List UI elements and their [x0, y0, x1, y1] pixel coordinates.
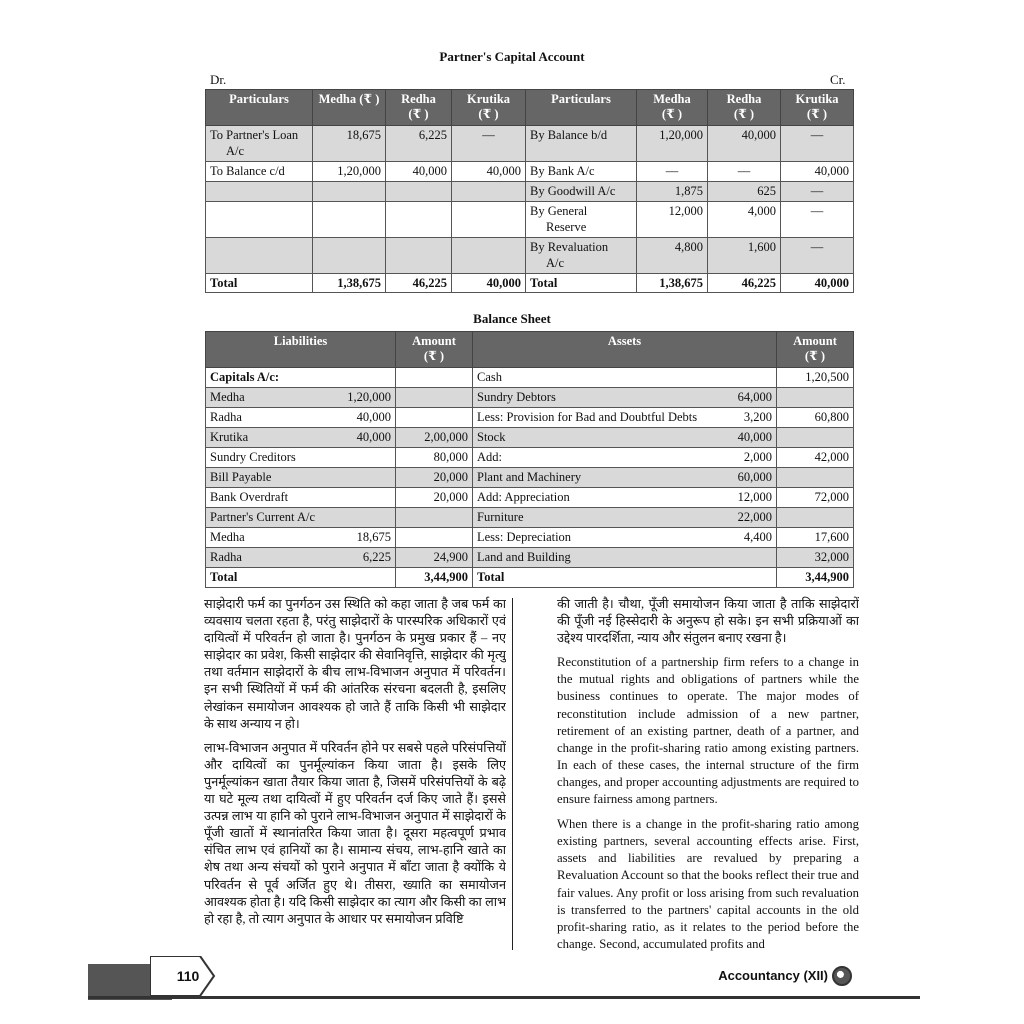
balance-total-label-2: Total	[473, 568, 777, 588]
balance-row	[206, 548, 854, 568]
capital-header-0: Particulars	[206, 90, 313, 126]
capital-debit-krutika	[452, 182, 526, 202]
asset-item-value: 60,000	[737, 470, 772, 484]
asset-amount	[777, 468, 854, 488]
capital-debit-medha	[313, 238, 386, 274]
liability-item-text: Bank Overdraft	[210, 490, 289, 504]
capital-debit-redha	[386, 202, 452, 238]
asset-item-inner	[477, 469, 772, 485]
capital-row	[206, 126, 854, 162]
capital-credit-particular: By Bank A/c	[526, 162, 637, 182]
capital-credit-medha: 4,800	[637, 238, 708, 274]
liability-item-inner	[210, 509, 391, 525]
capital-total-krutika: 40,000	[452, 274, 526, 293]
balance-total-row	[206, 568, 854, 588]
capital-debit-redha: 40,000	[386, 162, 452, 182]
liability-item	[206, 528, 396, 548]
asset-item	[473, 388, 777, 408]
asset-amount	[777, 508, 854, 528]
liability-amount	[396, 408, 473, 428]
capital-total-redha: 46,225	[386, 274, 452, 293]
asset-item-text: Land and Building	[477, 550, 571, 564]
capital-debit-krutika	[452, 238, 526, 274]
asset-item-inner	[477, 529, 772, 545]
english-paragraph-1: Reconstitution of a partnership firm refers to a change in the mutual rights and obligations of partners while the business continues to operate. The major modes of reconstitution include admission of a new partner, retirement of an existing partner, death of a partner, and change in the profit-sharing ratio among existing partners. In each of these cases, the internal structure of the firm changes, and proper accounting adjustments are required to ensure fairness among partners.	[557, 655, 859, 807]
capital-credit-redha: 40,000	[708, 126, 781, 162]
liability-amount: 80,000	[396, 448, 473, 468]
asset-item	[473, 548, 777, 568]
balance-row	[206, 508, 854, 528]
capital-credit-krutika: 40,000	[781, 162, 854, 182]
capital-header-2: Redha (₹ )	[386, 90, 452, 126]
asset-item-text: Add: Appreciation	[477, 490, 570, 504]
capital-debit-krutika: 40,000	[452, 162, 526, 182]
asset-amount: 72,000	[777, 488, 854, 508]
liability-item-inner	[210, 409, 391, 425]
asset-item-value: 2,000	[743, 450, 772, 464]
asset-item	[473, 408, 777, 428]
balance-header-0: Liabilities	[206, 332, 396, 368]
asset-item-text: Furniture	[477, 510, 524, 524]
asset-amount	[777, 388, 854, 408]
capital-credit-particular: By Revaluation A/c	[526, 238, 637, 274]
capital-row	[206, 238, 854, 274]
liability-item-text: Medha	[210, 530, 245, 544]
capital-row	[206, 162, 854, 182]
capital-header-6: Redha (₹ )	[708, 90, 781, 126]
balance-row	[206, 448, 854, 468]
liability-item-inner	[210, 449, 391, 465]
liability-item-inner	[210, 489, 391, 505]
asset-item-text: Plant and Machinery	[477, 470, 582, 484]
balance-row	[206, 528, 854, 548]
balance-total-assets: 3,44,900	[777, 568, 854, 588]
asset-item	[473, 368, 777, 388]
liability-item	[206, 548, 396, 568]
asset-amount: 1,20,500	[777, 368, 854, 388]
asset-item-value: 4,400	[743, 530, 772, 544]
capital-debit-medha: 18,675	[313, 126, 386, 162]
liability-item-text: Radha	[210, 550, 242, 564]
capital-credit-krutika: —	[781, 202, 854, 238]
capital-debit-redha	[386, 182, 452, 202]
balance-row	[206, 468, 854, 488]
asset-item-value: 22,000	[737, 510, 772, 524]
capital-row	[206, 202, 854, 238]
asset-item-text: Less: Depreciation	[477, 530, 572, 544]
asset-item-value: 64,000	[737, 390, 772, 404]
capital-debit-particular	[206, 182, 313, 202]
capital-row	[206, 182, 854, 202]
liability-item-inner	[210, 529, 391, 545]
balance-row	[206, 488, 854, 508]
asset-amount: 17,600	[777, 528, 854, 548]
capital-credit-medha: —	[637, 162, 708, 182]
capital-credit-particular: By Goodwill A/c	[526, 182, 637, 202]
balance-total-label: Total	[206, 568, 396, 588]
footer-title: Accountancy (XII)	[718, 968, 828, 983]
liability-item-text: Capitals A/c:	[210, 370, 280, 384]
capital-header-7: Krutika (₹ )	[781, 90, 854, 126]
capital-debit-medha: 1,20,000	[313, 162, 386, 182]
liability-amount: 20,000	[396, 488, 473, 508]
asset-amount: 32,000	[777, 548, 854, 568]
capital-total-redha-2: 46,225	[708, 274, 781, 293]
capital-total-label: Total	[206, 274, 313, 293]
balance-header-2: Assets	[473, 332, 777, 368]
capital-debit-medha	[313, 202, 386, 238]
asset-item	[473, 428, 777, 448]
balance-header-3: Amount (₹ )	[777, 332, 854, 368]
liability-amount: 2,00,000	[396, 428, 473, 448]
liability-item-value: 40,000	[356, 410, 391, 424]
capital-total-medha-2: 1,38,675	[637, 274, 708, 293]
balance-header-1: Amount (₹ )	[396, 332, 473, 368]
balance-total-liabilities: 3,44,900	[396, 568, 473, 588]
liability-item-text: Bill Payable	[210, 470, 272, 484]
asset-item-inner	[477, 389, 772, 405]
hindi-column	[204, 596, 506, 956]
asset-amount	[777, 428, 854, 448]
asset-item-text: Add:	[477, 450, 502, 464]
capital-debit-particular: To Balance c/d	[206, 162, 313, 182]
capital-credit-particular-cont: Reserve	[546, 220, 587, 234]
capital-total-krutika-2: 40,000	[781, 274, 854, 293]
asset-item-text: Less: Provision for Bad and Doubtful Debts	[477, 410, 698, 424]
liability-item	[206, 488, 396, 508]
balance-sheet-title: Balance Sheet	[473, 311, 551, 326]
liability-item	[206, 388, 396, 408]
column-divider	[512, 598, 513, 950]
liability-item-inner	[210, 369, 391, 385]
balance-row	[206, 428, 854, 448]
asset-item-inner	[477, 369, 772, 385]
footer-rule	[88, 996, 920, 999]
capital-header-3: Krutika (₹ )	[452, 90, 526, 126]
balance-row	[206, 408, 854, 428]
capital-credit-redha: 1,600	[708, 238, 781, 274]
capital-header-1: Medha (₹ )	[313, 90, 386, 126]
capital-header-5: Medha (₹ )	[637, 90, 708, 126]
english-paragraph-2: When there is a change in the profit-sharing ratio among existing partners, several accounting effects arise. First, assets and liabilities are revalued by preparing a Revaluation Account so that the books reflect their true and fair values. Any profit or loss arising from such revaluation is transferred to the partners' capital accounts in the old profit-sharing ratio, as it relates to the period before the change. Second, accumulated profits and	[557, 817, 859, 951]
asset-item-text: Cash	[477, 370, 502, 384]
liability-item	[206, 368, 396, 388]
capital-credit-medha: 1,875	[637, 182, 708, 202]
capital-credit-medha: 12,000	[637, 202, 708, 238]
liability-amount	[396, 388, 473, 408]
right-column	[557, 596, 859, 956]
asset-item-text: Sundry Debtors	[477, 390, 556, 404]
capital-credit-redha: 625	[708, 182, 781, 202]
liability-amount	[396, 528, 473, 548]
capital-total-row	[206, 274, 854, 293]
liability-amount: 20,000	[396, 468, 473, 488]
liability-item-value: 6,225	[362, 550, 391, 564]
capital-credit-particular: By General Reserve	[526, 202, 637, 238]
asset-item-text: Stock	[477, 430, 506, 444]
liability-item	[206, 408, 396, 428]
page-number: 110	[176, 968, 200, 984]
capital-debit-krutika	[452, 202, 526, 238]
liability-item-value: 1,20,000	[347, 390, 391, 404]
asset-item	[473, 528, 777, 548]
asset-item-value: 12,000	[737, 490, 772, 504]
liability-item-text: Krutika	[210, 430, 249, 444]
capital-credit-redha: —	[708, 162, 781, 182]
liability-item	[206, 448, 396, 468]
liability-item	[206, 508, 396, 528]
capital-credit-krutika: —	[781, 182, 854, 202]
asset-item-inner	[477, 509, 772, 525]
capital-credit-particular-cont: A/c	[546, 256, 565, 270]
asset-item-inner	[477, 409, 772, 425]
asset-item-inner	[477, 549, 772, 565]
capital-account-title: Partner's Capital Account	[439, 49, 585, 64]
asset-amount: 60,800	[777, 408, 854, 428]
asset-item-value: 3,200	[743, 410, 772, 424]
hindi-paragraph-2: लाभ-विभाजन अनुपात में परिवर्तन होने पर सबसे पहले परिसंपत्तियों और दायित्वों का पुनर्मूल्यांकन किया जाता है। इसके लिए पुनर्मूल्यांकन खाता तैयार किया जाता है, जिसमें परिसंपत्तियों के बढ़े या घटे मूल्य तथा दायित्वों में हुए परिवर्तन दर्ज किए जाते हैं। इससे उत्पन्न लाभ या हानि को पुराने लाभ-विभाजन अनुपात में साझेदारों के पूँजी खातों में स्थानांतरित किया जाता है। दूसरा महत्वपूर्ण प्रभाव संचित लाभ एवं हानियों का है। सामान्य संचय, लाभ-हानि खाते का शेष तथा अन्य संचयों को पुराने अनुपात में बाँटा जाता है क्योंकि ये परिवर्तन से पूर्व अर्जित हुए थे। तीसरा, ख्याति का समायोजन आवश्यक होता है। यदि किसी साझेदार का त्याग और किसी का लाभ हो रहा है, तो त्याग अनुपात के आधार पर समायोजन प्रविष्टि	[204, 740, 506, 926]
capital-account-table	[205, 89, 854, 293]
liability-item	[206, 428, 396, 448]
asset-item-inner	[477, 429, 772, 445]
capital-header-4: Particulars	[526, 90, 637, 126]
liability-item-inner	[210, 389, 391, 405]
capital-credit-krutika: —	[781, 238, 854, 274]
liability-item-inner	[210, 469, 391, 485]
capital-debit-redha	[386, 238, 452, 274]
asset-item	[473, 488, 777, 508]
capital-debit-medha	[313, 182, 386, 202]
asset-item	[473, 508, 777, 528]
capital-credit-particular: By Balance b/d	[526, 126, 637, 162]
asset-item	[473, 448, 777, 468]
globe-logo-icon	[832, 966, 852, 986]
hindi-paragraph-1: साझेदारी फर्म का पुनर्गठन उस स्थिति को कहा जाता है जब फर्म का व्यवसाय चलता रहता है, परंतु साझेदारों के पारस्परिक अधिकारों एवं दायित्वों में परिवर्तन हो जाता है। पुनर्गठन के प्रमुख प्रकार हैं – नए साझेदार का प्रवेश, किसी साझेदार की सेवानिवृत्ति, साझेदार की मृत्यु तथा वर्तमान साझेदारों के बीच लाभ-विभाजन अनुपात में परिवर्तन। इन सभी स्थितियों में फर्म की आंतरिक संरचना बदलती है, इसलिए लेखांकन समायोजन आवश्यक हो जाते हैं ताकि किसी भी साझेदार के साथ अन्याय न हो।	[204, 597, 506, 731]
capital-credit-redha: 4,000	[708, 202, 781, 238]
liability-item-value: 18,675	[356, 530, 391, 544]
liability-item-text: Radha	[210, 410, 242, 424]
asset-item-inner	[477, 489, 772, 505]
asset-item-value: 40,000	[737, 430, 772, 444]
liability-item-inner	[210, 429, 391, 445]
asset-item	[473, 468, 777, 488]
asset-item-inner	[477, 449, 772, 465]
liability-amount: 24,900	[396, 548, 473, 568]
liability-item-inner	[210, 549, 391, 565]
hindi-paragraph-3: की जाती है। चौथा, पूँजी समायोजन किया जाता है ताकि साझेदारों की पूँजी नई हिस्सेदारी के अनुरूप हो सके। इन सभी प्रक्रियाओं का उद्देश्य पारदर्शिता, न्याय और संतुलन बनाए रखना है।	[557, 597, 859, 646]
capital-total-medha: 1,38,675	[313, 274, 386, 293]
capital-debit-particular-cont: A/c	[226, 144, 245, 158]
balance-sheet-table	[205, 331, 854, 588]
balance-row	[206, 368, 854, 388]
capital-debit-particular: To Partner's Loan A/c	[206, 126, 313, 162]
debit-label: Dr.	[210, 72, 227, 87]
liability-item	[206, 468, 396, 488]
liability-item-value: 40,000	[356, 430, 391, 444]
capital-total-label-2: Total	[526, 274, 637, 293]
capital-debit-particular	[206, 202, 313, 238]
capital-debit-redha: 6,225	[386, 126, 452, 162]
asset-amount: 42,000	[777, 448, 854, 468]
capital-credit-medha: 1,20,000	[637, 126, 708, 162]
capital-debit-particular	[206, 238, 313, 274]
credit-label: Cr.	[830, 72, 846, 87]
capital-debit-krutika: —	[452, 126, 526, 162]
balance-row	[206, 388, 854, 408]
liability-item-text: Sundry Creditors	[210, 450, 296, 464]
liability-item-text: Medha	[210, 390, 245, 404]
liability-amount	[396, 368, 473, 388]
capital-credit-krutika: —	[781, 126, 854, 162]
liability-item-text: Partner's Current A/c	[210, 510, 316, 524]
liability-amount	[396, 508, 473, 528]
